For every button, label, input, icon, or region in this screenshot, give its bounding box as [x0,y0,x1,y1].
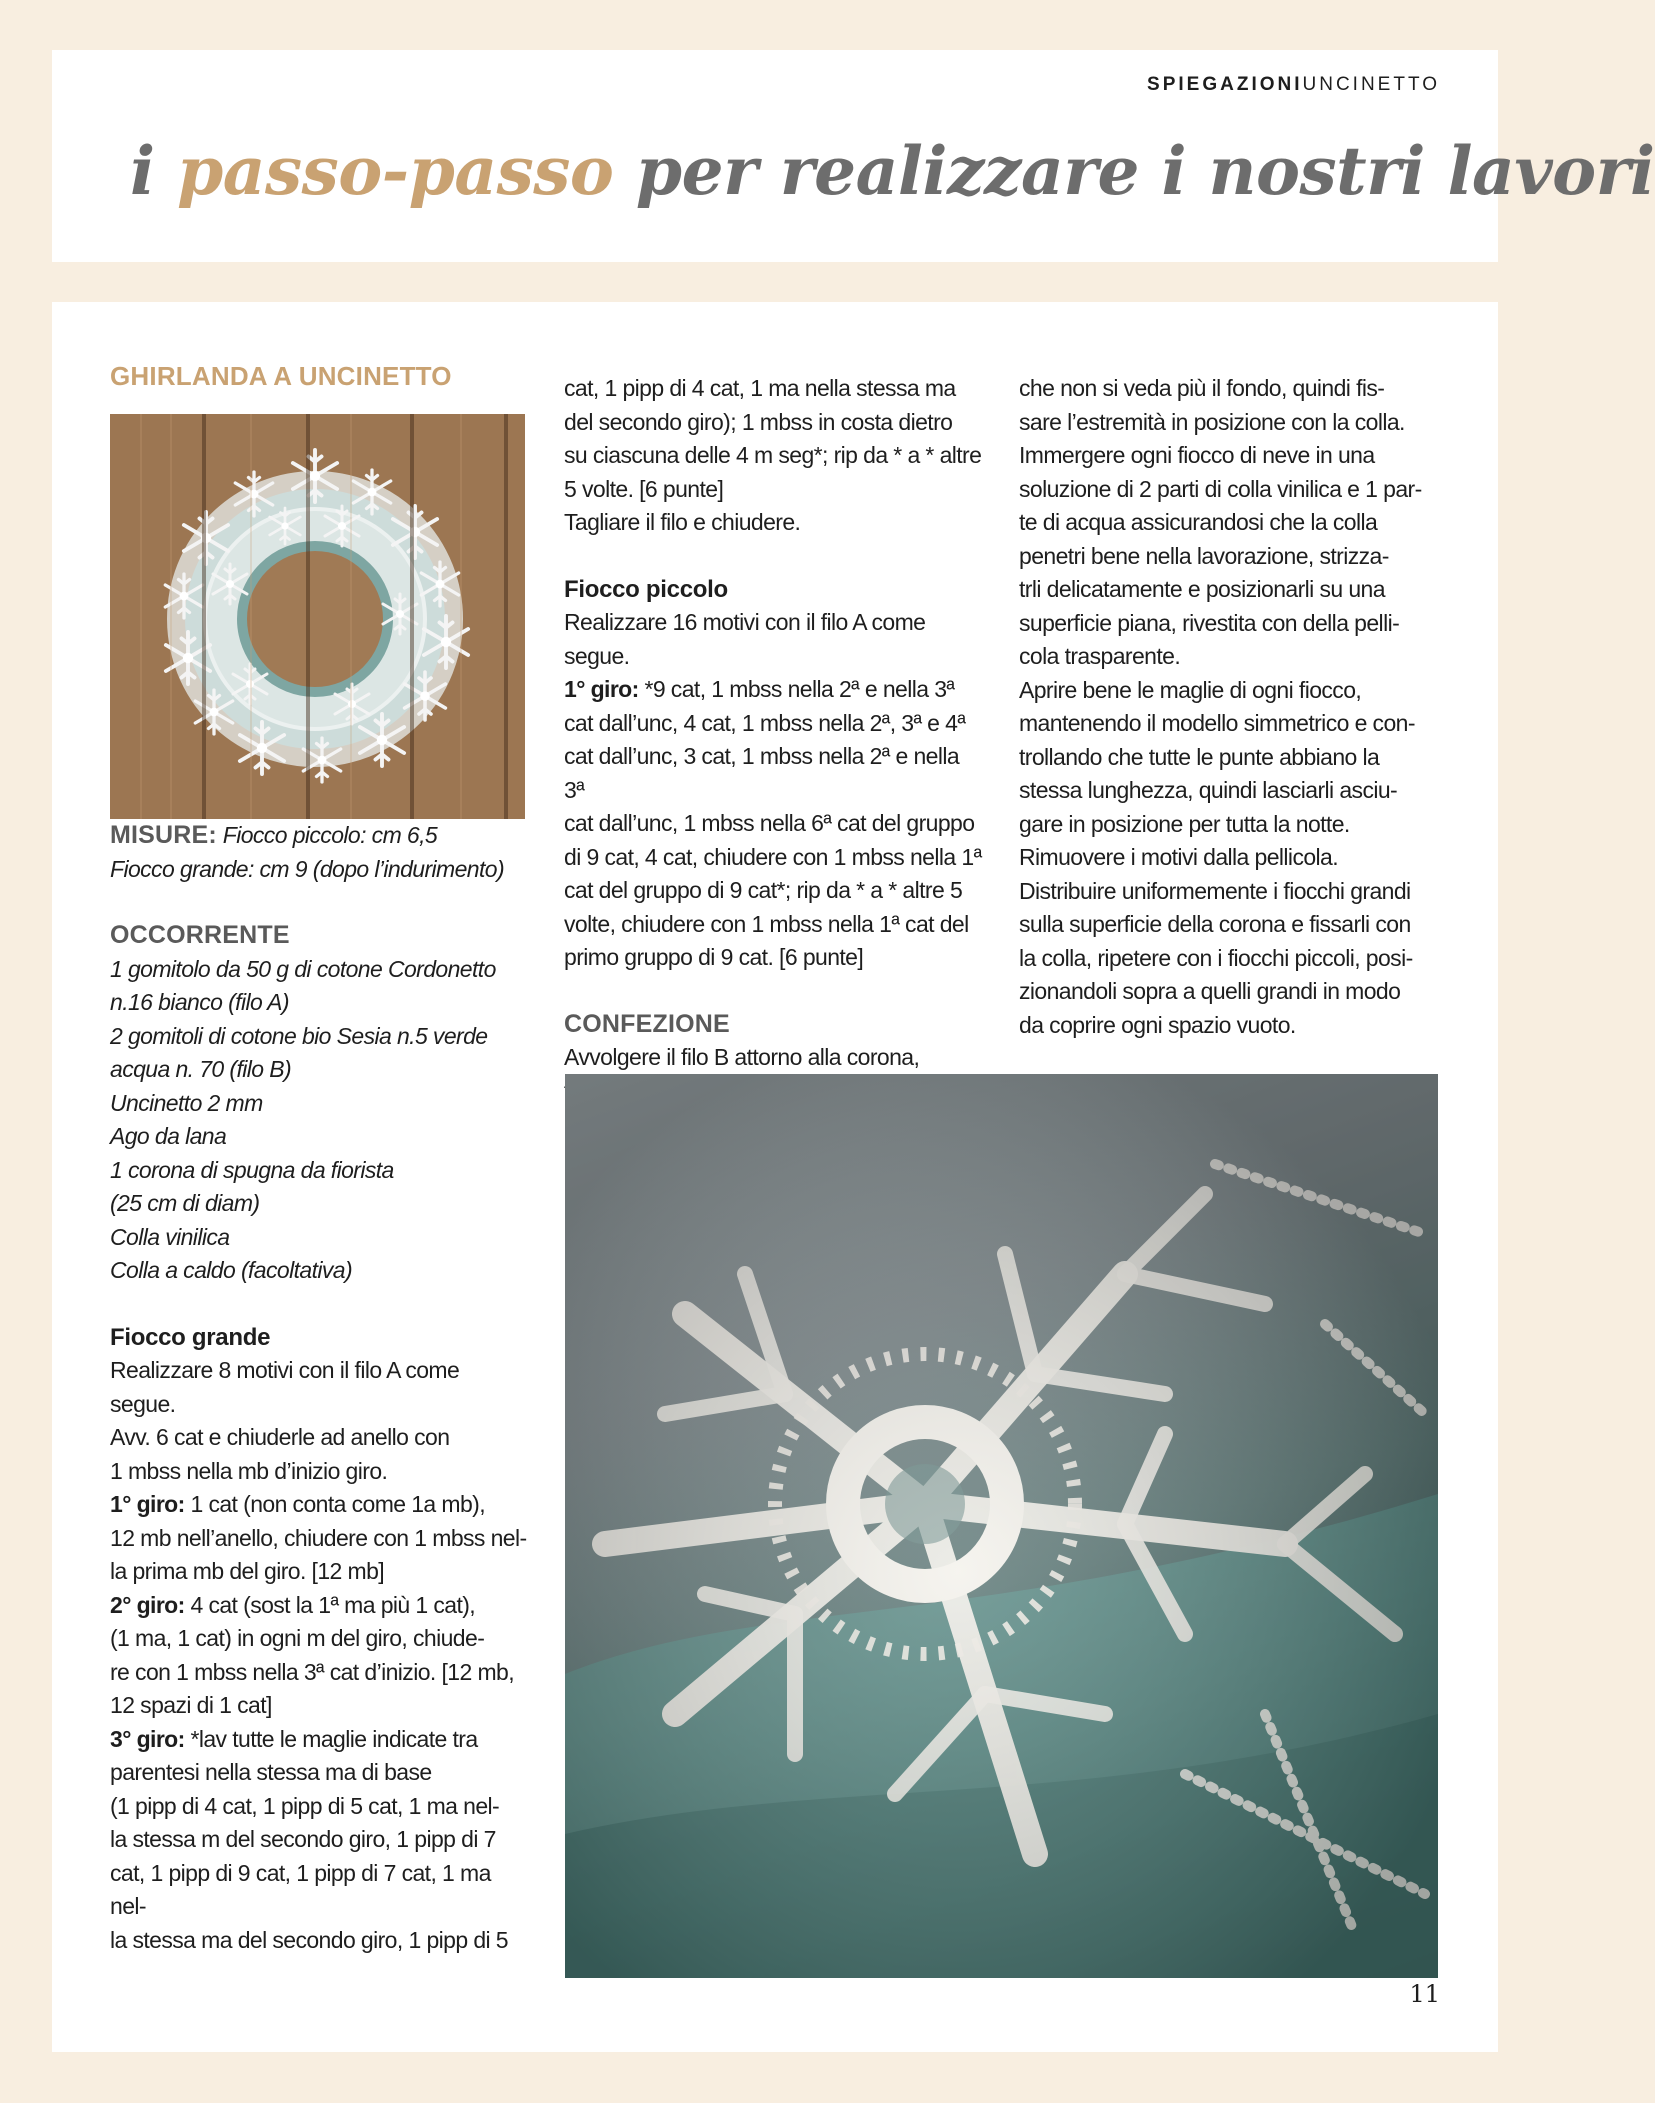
fiocco-piccolo-intro: Realizzare 16 motivi con il filo A come segue. [564,609,926,669]
continuation-line: 5 volte. [6 punte] [564,475,724,502]
occorrente-item: 1 gomitolo da 50 g di cotone Cordonetto [110,955,496,982]
section-label-regular: UNCINETTO [1302,74,1440,95]
occorrente-item: 1 corona di spugna da fiorista [110,1156,394,1183]
column-3-line: Aprire bene le maglie di ogni fiocco, [1019,676,1362,703]
giro-2-line: (1 ma, 1 cat) in ogni m del giro, chiude- [110,1625,485,1651]
section-label [1147,74,1440,96]
giro-3-line: parentesi nella stessa ma di base [110,1759,432,1785]
column-1 [110,360,530,1957]
header-band [52,262,1498,302]
fiocco-piccolo-giro-text: *9 cat, 1 mbss nella 2ª e nella 3ª [638,676,955,702]
occorrente-heading: OCCORRENTE [110,921,290,949]
column-3-line: penetri bene nella lavorazione, strizza- [1019,542,1389,569]
giro-1-text: 1 cat (non conta come 1a mb), [184,1491,486,1517]
column-3 [1019,372,1439,1042]
title-prefix: i [130,132,178,210]
misure-label: MISURE: [110,821,217,849]
giro-1-line: la prima mb del giro. [12 mb] [110,1558,385,1584]
fiocco-piccolo-giro-line: volte, chiudere con 1 mbss nella 1ª cat del [564,910,969,937]
column-3-line: mantenendo il modello simmetrico e con- [1019,710,1415,736]
giro-1-line: 12 mb nell’anello, chiudere con 1 mbss nel- [110,1524,527,1551]
page-number: 11 [1409,1980,1440,2008]
giro-3-text: *lav tutte le maglie indicate tra [184,1725,478,1752]
fiocco-grande-intro: Avv. 6 cat e chiuderle ad anello con [110,1424,450,1450]
fiocco-grande-heading: Fiocco grande [110,1323,271,1351]
column-3-line: sulla superficie della corona e fissarli con [1019,911,1411,937]
misure-value-1: Fiocco piccolo: cm 6,5 [216,822,438,848]
confezione-heading: CONFEZIONE [564,1009,730,1038]
fiocco-piccolo-giro-line: cat dall’unc, 1 mbss nella 6ª cat del gruppo [564,810,975,836]
fiocco-grande-intro: Realizzare 8 motivi con il filo A come segue. [110,1357,460,1417]
occorrente-item: n.16 bianco (filo A) [110,989,289,1015]
fiocco-piccolo-giro-line: di 9 cat, 4 cat, chiudere con 1 mbss nella 1ª [564,843,982,870]
giro-2-line: re con 1 mbss nella 3ª cat d’inizio. [12 mb, [110,1658,514,1685]
magazine-page [52,50,1655,2052]
column-3-line: che non si veda più il fondo, quindi fis- [1019,375,1385,401]
column-3-line: gare in posizione per tutta la notte. [1019,810,1350,837]
misure-line-2: Fiocco grande: cm 9 (dopo l’indurimento) [110,855,505,882]
continuation-line: Tagliare il filo e chiudere. [564,509,801,535]
giro-2-text: 4 cat (sost la 1ª ma più 1 cat), [184,1591,476,1618]
giro-3-line: la stessa m del secondo giro, 1 pipp di 7 [110,1826,496,1852]
column-3-line: da coprire ogni spazio vuoto. [1019,1011,1296,1038]
giro-3-line [110,1723,530,1757]
column-2 [564,372,984,1108]
occorrente-item: (25 cm di diam) [110,1190,260,1216]
title-suffix: per realizzare i nostri lavori [613,132,1655,210]
column-3-line: trollando che tutte le punte abbiano la [1019,743,1380,770]
column-3-line: superficie piana, rivestita con della pelli- [1019,609,1400,636]
continuation-line: su ciascuna delle 4 m seg*; rip da * a * altre [564,442,982,468]
fiocco-piccolo-giro-line: cat dall’unc, 4 cat, 1 mbss nella 2ª, 3ª e 4ª [564,709,966,736]
column-3-line: trli delicatamente e posizionarli su una [1019,576,1385,602]
column-3-line: Rimuovere i motivi dalla pellicola. [1019,844,1339,870]
giro-2-label: 2° giro: [110,1591,185,1618]
giro-2-line [110,1589,530,1623]
column-3-line: Immergere ogni fiocco di neve in una [1019,442,1375,468]
column-3-line: cola trasparente. [1019,643,1181,669]
fiocco-piccolo-giro-line [564,673,984,707]
column-3-line: soluzione di 2 parti di colla vinilica e 1 par- [1019,475,1422,502]
occorrente-item: Uncinetto 2 mm [110,1089,263,1116]
fiocco-piccolo-giro-line: cat dall’unc, 3 cat, 1 mbss nella 2ª e nella 3ª [564,743,960,803]
column-3-line: la colla, ripetere con i fiocchi piccoli, posi- [1019,944,1413,971]
project-title: GHIRLANDA A UNCINETTO [110,361,452,391]
snowflake-closeup-illustration [565,1074,1438,1978]
occorrente-item: Ago da lana [110,1123,227,1149]
fiocco-piccolo-giro-line: primo gruppo di 9 cat. [6 punte] [564,944,864,970]
page-title [130,132,1655,210]
giro-3-line: (1 pipp di 4 cat, 1 pipp di 5 cat, 1 ma nel- [110,1792,500,1819]
occorrente-item: Colla a caldo (facoltativa) [110,1257,353,1283]
occorrente-item: 2 gomitoli di cotone bio Sesia n.5 verde [110,1022,488,1049]
fiocco-grande-intro: 1 mbss nella mb d’inizio giro. [110,1457,388,1484]
giro-1-line [110,1488,530,1522]
continuation-line: del secondo giro); 1 mbss in costa dietro [564,408,953,435]
confezione-line: Avvolgere il filo B attorno alla corona, [564,1044,920,1070]
giro-3-line: la stessa ma del secondo giro, 1 pipp di 5 [110,1926,508,1953]
fiocco-piccolo-giro-line: cat del gruppo di 9 cat*; rip da * a * altre 5 [564,877,963,903]
column-3-line: sare l’estremità in posizione con la colla. [1019,408,1405,435]
section-label-bold: SPIEGAZIONI [1147,74,1303,95]
occorrente-item: acqua n. 70 (filo B) [110,1056,292,1082]
column-3-line: stessa lunghezza, quindi lasciarli asciu- [1019,777,1398,803]
giro-3-label: 3° giro: [110,1725,185,1752]
continuation-line: cat, 1 pipp di 4 cat, 1 ma nella stessa ma [564,375,956,401]
occorrente-item: Colla vinilica [110,1223,230,1250]
column-3-line: zionandoli sopra a quelli grandi in modo [1019,978,1401,1004]
column-3-line: Distribuire uniformemente i fiocchi grandi [1019,877,1411,904]
fiocco-piccolo-giro-label: 1° giro: [564,676,639,702]
column-3-line: te di acqua assicurandosi che la colla [1019,509,1378,535]
title-accent: passo-passo [177,132,614,210]
giro-1-label: 1° giro: [110,1491,185,1517]
snowflake-closeup-photo [565,1074,1438,1978]
wreath-illustration [110,414,525,819]
giro-3-line: cat, 1 pipp di 9 cat, 1 pipp di 7 cat, 1 ma nel- [110,1859,491,1919]
fiocco-piccolo-heading: Fiocco piccolo [564,575,728,603]
giro-2-line: 12 spazi di 1 cat] [110,1692,272,1718]
misure-line-1 [110,819,530,853]
wreath-photo [110,414,525,819]
